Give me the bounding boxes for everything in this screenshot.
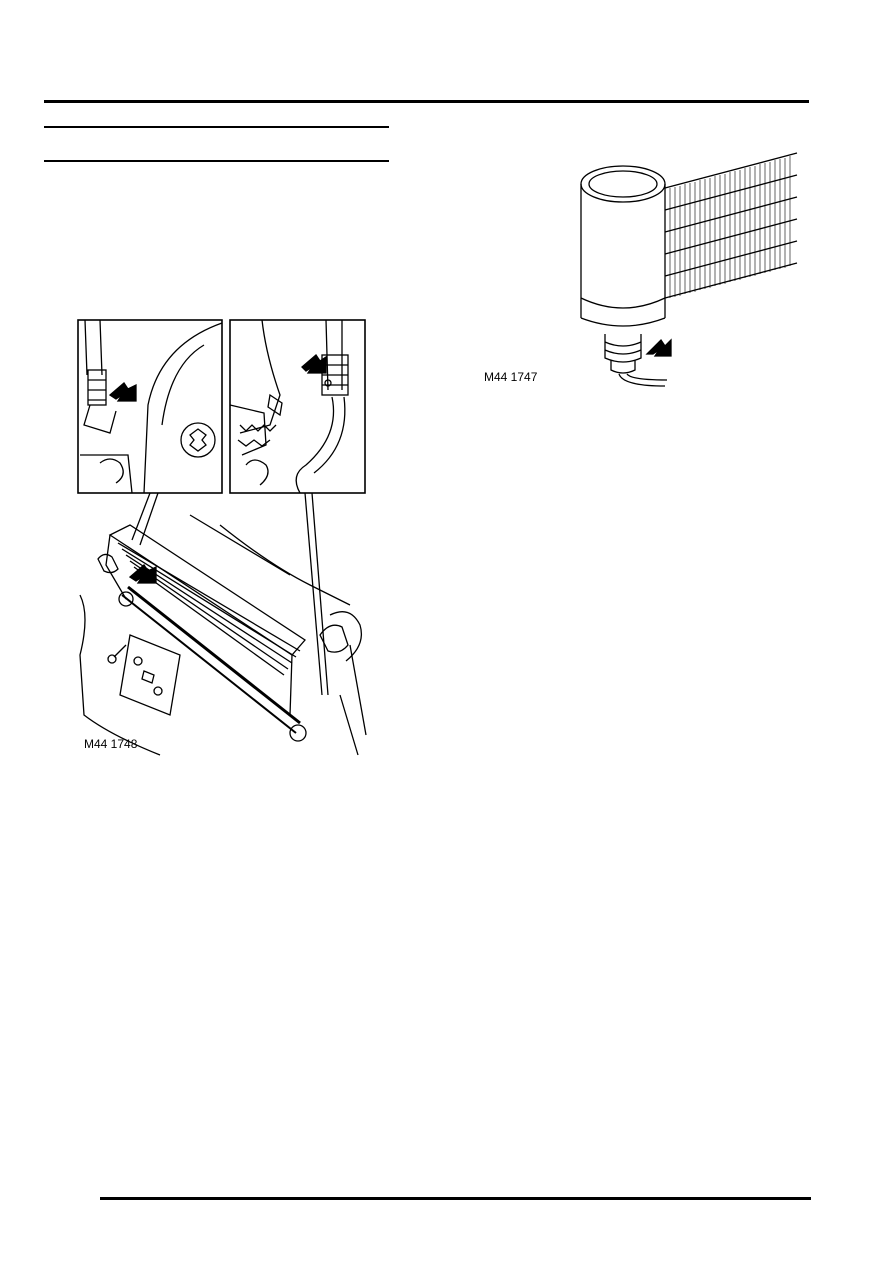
header-rule (44, 100, 809, 103)
section-heading-rule-bottom (44, 160, 389, 162)
right-figure-caption: M44 1747 (484, 370, 538, 384)
section-heading-rule-top (44, 126, 389, 128)
left-figure-caption: M44 1748 (84, 737, 138, 751)
oil-filter-canister-illustration (575, 148, 800, 393)
oil-cooler-installation-illustration (70, 315, 370, 755)
footer-rule (100, 1197, 811, 1200)
